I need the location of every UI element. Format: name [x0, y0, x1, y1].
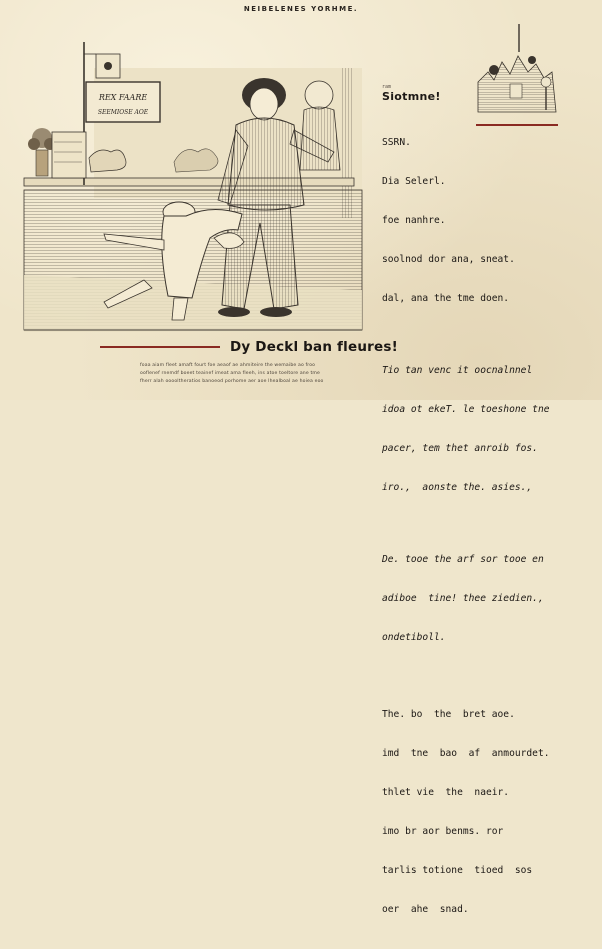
sidebar-paragraph-1 [382, 110, 592, 331]
sidebar-line: imd tne bao af anmourdet. [382, 748, 550, 759]
main-illustration [24, 40, 372, 340]
sidebar-paragraph-3 [382, 527, 592, 670]
sidebar-kicker: ram [382, 84, 392, 90]
sign-line-1: REX FAARE [98, 93, 148, 102]
article-headline: Dy Deckl ban fleures! [230, 339, 398, 355]
body-line: fherr alah ooooltheratios banoeod porhome aer aoe lhealboal ae hoiea eoo [140, 379, 324, 385]
sidebar-column [382, 84, 592, 949]
sidebar-line: dal, ana the tme doen. [382, 293, 510, 304]
body-line: ooflenef rnemdf boeet teainef imeat ama fleeh, ins atoe toeltore ane tme [140, 371, 321, 377]
sidebar-line: imo br aor benms. ror [382, 826, 504, 837]
sidebar-line: De. tooe the arf sor tooe en [382, 554, 544, 565]
sidebar-line: iro., aonste the. asies., [382, 482, 533, 493]
sidebar-line: foe nanhre. [382, 215, 446, 226]
masthead: NEIBELENES YORHME. [243, 5, 359, 13]
sidebar-line: Dia Selerl. [382, 176, 446, 187]
sidebar-paragraph-2 [382, 338, 592, 520]
sidebar-title: Siotmne! [382, 90, 441, 103]
article-body [140, 362, 376, 387]
sidebar-line: idoa ot ekeT. le toeshone tne [382, 404, 550, 415]
sidebar-line: thlet vie the naeir. [382, 787, 510, 798]
sidebar-line: The. bo the bret aoe. [382, 709, 515, 720]
sign-line-2: SEEMIOSE AOE [97, 109, 149, 116]
sidebar-line: tarlis totione tioed sos [382, 865, 533, 876]
sidebar-line: SSRN. [382, 137, 411, 148]
sidebar-paragraph-4 [382, 682, 592, 942]
sidebar-line: adiboe tine! thee ziedien., [382, 593, 544, 604]
sidebar-line: soolnod dor ana, sneat. [382, 254, 515, 265]
body-line: foaa aiam fleet amaft fourt foe aeaof ae ahmiteire the wemaibe ao froo [140, 363, 316, 368]
sidebar-line: Tio tan venc it oocnalnnel [382, 365, 533, 376]
sidebar-line: ondetiboll. [382, 632, 446, 643]
headline-rule [100, 346, 220, 348]
sidebar-line: pacer, tem thet anroib fos. [382, 443, 538, 454]
sidebar-line: oer ahe snad. [382, 904, 469, 915]
